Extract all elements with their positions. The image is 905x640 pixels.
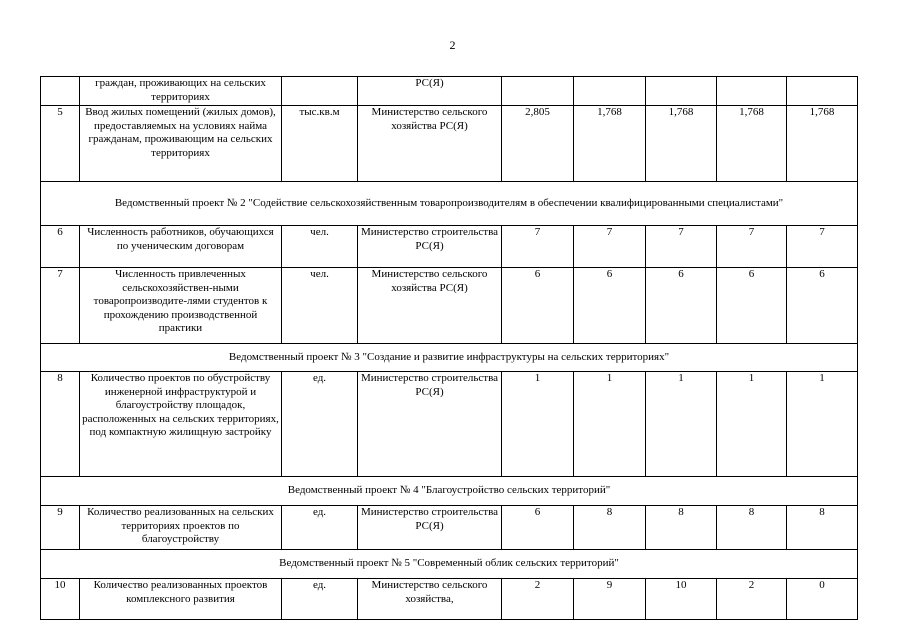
- table-row: [41, 579, 858, 620]
- value-cell: 1,768: [646, 106, 717, 182]
- indicator-name: Численность привлеченных сельскохозяйствен-ными товаропроизводите-лями студентов к прохождению производственной практики: [80, 268, 282, 344]
- responsible-cell: Министерство сельского хозяйства РС(Я): [358, 268, 502, 344]
- table-row: [41, 226, 858, 268]
- value-cell: 8: [717, 506, 787, 550]
- responsible-cell: Министерство строительства РС(Я): [358, 226, 502, 268]
- responsible-cell: РС(Я): [358, 77, 502, 106]
- indicator-name: Количество проектов по обустройству инженерной инфраструктурой и благоустройству площадок, расположенных на сельских территориях, под компактную жилищную застройку: [80, 372, 282, 477]
- unit-cell: чел.: [282, 268, 358, 344]
- value-cell: 7: [574, 226, 646, 268]
- value-cell: 1: [574, 372, 646, 477]
- value-cell: [717, 77, 787, 106]
- section-heading: Ведомственный проект № 5 "Современный облик сельских территорий": [41, 550, 858, 579]
- unit-cell: ед.: [282, 372, 358, 477]
- value-cell: 2,805: [502, 106, 574, 182]
- unit-cell: чел.: [282, 226, 358, 268]
- section-row: [41, 477, 858, 506]
- row-number: 6: [41, 226, 80, 268]
- responsible-cell: Министерство сельского хозяйства РС(Я): [358, 106, 502, 182]
- section-heading: Ведомственный проект № 4 "Благоустройство сельских территорий": [41, 477, 858, 506]
- value-cell: 7: [502, 226, 574, 268]
- value-cell: 1,768: [787, 106, 858, 182]
- row-number: 10: [41, 579, 80, 620]
- value-cell: 7: [646, 226, 717, 268]
- value-cell: 1,768: [717, 106, 787, 182]
- value-cell: 10: [646, 579, 717, 620]
- value-cell: 7: [787, 226, 858, 268]
- table-row: [41, 372, 858, 477]
- value-cell: 8: [787, 506, 858, 550]
- indicator-name: Ввод жилых помещений (жилых домов), предоставляемых на условиях найма гражданам, проживающим на сельских территориях: [80, 106, 282, 182]
- value-cell: [574, 77, 646, 106]
- indicators-table: [40, 76, 858, 620]
- value-cell: 6: [574, 268, 646, 344]
- unit-cell: ед.: [282, 579, 358, 620]
- row-number: 7: [41, 268, 80, 344]
- unit-cell: тыс.кв.м: [282, 106, 358, 182]
- value-cell: 6: [502, 268, 574, 344]
- value-cell: 2: [502, 579, 574, 620]
- row-number: 5: [41, 106, 80, 182]
- responsible-cell: Министерство сельского хозяйства,: [358, 579, 502, 620]
- unit-cell: [282, 77, 358, 106]
- value-cell: 2: [717, 579, 787, 620]
- value-cell: 7: [717, 226, 787, 268]
- value-cell: 0: [787, 579, 858, 620]
- page-number: 2: [449, 38, 456, 52]
- table-row: [41, 506, 858, 550]
- value-cell: [502, 77, 574, 106]
- value-cell: 1: [646, 372, 717, 477]
- value-cell: 1: [787, 372, 858, 477]
- responsible-cell: Министерство строительства РС(Я): [358, 506, 502, 550]
- table-row: [41, 106, 858, 182]
- value-cell: 6: [646, 268, 717, 344]
- section-heading: Ведомственный проект № 2 "Содействие сельскохозяйственным товаропроизводителям в обеспечении квалифицированными специалистами": [41, 182, 858, 226]
- row-number: 8: [41, 372, 80, 477]
- row-number: 9: [41, 506, 80, 550]
- value-cell: 9: [574, 579, 646, 620]
- section-row: [41, 550, 858, 579]
- indicator-name: Количество реализованных на сельских территориях проектов по благоустройству: [80, 506, 282, 550]
- unit-cell: ед.: [282, 506, 358, 550]
- value-cell: [787, 77, 858, 106]
- table-row: [41, 77, 858, 106]
- value-cell: 1: [717, 372, 787, 477]
- value-cell: 8: [574, 506, 646, 550]
- value-cell: 1,768: [574, 106, 646, 182]
- value-cell: 6: [717, 268, 787, 344]
- section-row: [41, 344, 858, 372]
- responsible-cell: Министерство строительства РС(Я): [358, 372, 502, 477]
- value-cell: 6: [787, 268, 858, 344]
- section-row: [41, 182, 858, 226]
- value-cell: 6: [502, 506, 574, 550]
- section-heading: Ведомственный проект № 3 "Создание и развитие инфраструктуры на сельских территориях": [41, 344, 858, 372]
- indicator-name: граждан, проживающих на сельских территориях: [80, 77, 282, 106]
- indicator-name: Численность работников, обучающихся по ученическим договорам: [80, 226, 282, 268]
- indicator-name: Количество реализованных проектов комплексного развития: [80, 579, 282, 620]
- value-cell: 8: [646, 506, 717, 550]
- row-number: [41, 77, 80, 106]
- value-cell: [646, 77, 717, 106]
- value-cell: 1: [502, 372, 574, 477]
- table-row: [41, 268, 858, 344]
